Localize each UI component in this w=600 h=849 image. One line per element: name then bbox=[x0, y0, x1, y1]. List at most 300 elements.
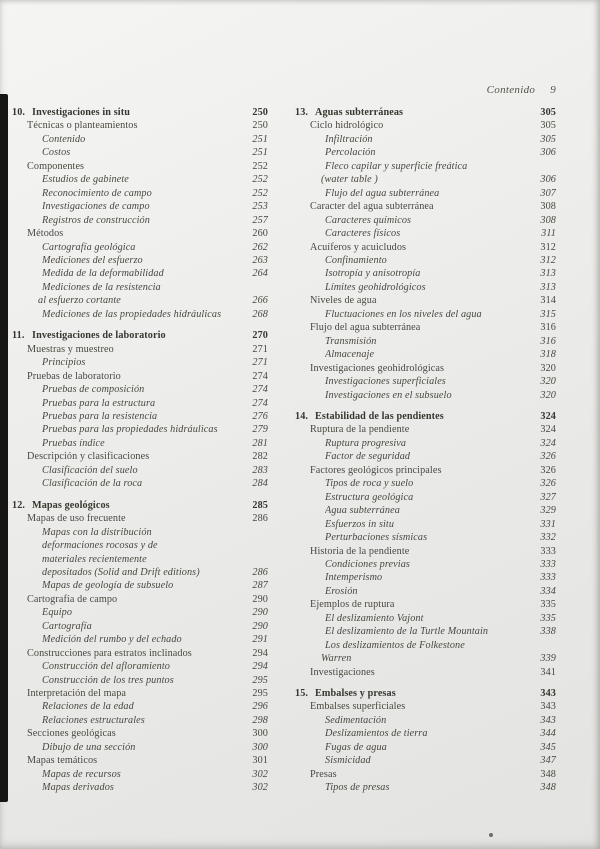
toc-page-number: 316 bbox=[540, 335, 556, 347]
toc-page-number: 286 bbox=[252, 566, 268, 578]
toc-entry-label: Mapas de recursos bbox=[42, 768, 121, 780]
toc-entry-label: Condiciones previas bbox=[325, 558, 410, 570]
toc-entry-row bbox=[12, 356, 268, 369]
toc-entry-label: Ruptura progresiva bbox=[325, 437, 407, 449]
toc-entry-label: Pruebas para la resistencia bbox=[42, 410, 158, 422]
toc-entry-label: Fleco capilar y superficie freática bbox=[325, 160, 468, 172]
toc-entry-label: al esfuerzo cortante bbox=[38, 295, 121, 307]
toc-entry-label: depositados (Solid and Drift editions) bbox=[42, 566, 200, 578]
toc-entry-label: Sedimentación bbox=[325, 714, 387, 726]
toc-entry-label: Factor de seguridad bbox=[325, 451, 411, 463]
toc-entry-row bbox=[12, 768, 268, 781]
toc-entry-row bbox=[12, 660, 268, 673]
toc-page-number: 329 bbox=[540, 505, 556, 517]
toc-entry-row bbox=[295, 612, 556, 625]
toc-page-number: 305 bbox=[540, 120, 556, 132]
toc-page-number: 312 bbox=[540, 254, 556, 266]
toc-entry-row bbox=[295, 133, 556, 146]
toc-page-number: 343 bbox=[540, 688, 556, 700]
toc-entry-row bbox=[295, 146, 556, 159]
toc-page-number: 279 bbox=[252, 424, 268, 436]
toc-page-number: 308 bbox=[540, 201, 556, 213]
toc-entry-row bbox=[295, 214, 556, 227]
toc-entry-label: Medida de la deformabilidad bbox=[42, 268, 164, 280]
toc-chapter-number: 10. bbox=[12, 107, 26, 118]
toc-page-number: 311 bbox=[541, 228, 556, 240]
toc-page-number: 274 bbox=[252, 370, 268, 382]
toc-entry-label: Dibujo de una sección bbox=[42, 741, 136, 753]
toc-entry-label: Costos bbox=[42, 147, 71, 159]
toc-page-number: 347 bbox=[540, 755, 556, 767]
toc-entry-row bbox=[12, 579, 268, 592]
running-title: Contenido bbox=[486, 84, 536, 96]
toc-entry-row bbox=[295, 187, 556, 200]
toc-page-number: 338 bbox=[540, 626, 556, 638]
toc-entry-row bbox=[12, 423, 268, 436]
toc-entry-label: Tipos de roca y suelo bbox=[325, 478, 414, 490]
toc-page-number: 290 bbox=[252, 607, 268, 619]
toc-entry-row bbox=[12, 437, 268, 450]
toc-entry-row bbox=[295, 781, 556, 794]
toc-chapter-title: Estabilidad de las pendientes bbox=[315, 410, 444, 422]
toc-entry-row bbox=[295, 700, 556, 713]
toc-chapter-number: 11. bbox=[12, 330, 25, 342]
toc-chapter-14 bbox=[295, 410, 556, 679]
toc-chapter-15 bbox=[295, 687, 556, 795]
toc-entry-row bbox=[295, 294, 556, 307]
toc-entry-row bbox=[12, 464, 268, 477]
toc-entry-label: Técnicas o planteamientos bbox=[27, 120, 138, 132]
toc-entry-label: Factores geológicos principales bbox=[310, 464, 442, 476]
toc-entry-row bbox=[12, 119, 268, 132]
toc-entry-label: Mapas derivados bbox=[42, 782, 114, 794]
toc-entry-label: Infiltración bbox=[325, 133, 373, 145]
toc-entry-row bbox=[12, 781, 268, 794]
toc-entry-label: Embalses superficiales bbox=[310, 701, 406, 713]
toc-entry-row bbox=[12, 727, 268, 740]
toc-page-number: 320 bbox=[540, 362, 556, 374]
toc-page-number: 312 bbox=[540, 241, 556, 253]
toc-page-number: 296 bbox=[252, 701, 268, 713]
toc-page-number: 316 bbox=[540, 322, 556, 334]
toc-column-right bbox=[295, 106, 556, 795]
toc-entry-label: Caracteres físicos bbox=[325, 228, 401, 240]
toc-entry-label: (water table ) bbox=[321, 174, 378, 186]
toc-page-number: 285 bbox=[252, 499, 268, 511]
toc-entry-row bbox=[295, 714, 556, 727]
toc-chapter-title: Mapas geológicos bbox=[32, 499, 110, 511]
toc-chapter-number: 15. bbox=[295, 688, 309, 700]
toc-entry-label: Los deslizamientos de Folkestone bbox=[325, 639, 465, 651]
toc-entry-row bbox=[12, 281, 268, 294]
toc-chapter-12 bbox=[12, 499, 268, 795]
toc-entry-label: Presas bbox=[310, 768, 337, 780]
toc-entry-row bbox=[12, 200, 268, 213]
toc-page-number: 320 bbox=[540, 376, 556, 388]
toc-entry-label: Ejemplos de ruptura bbox=[310, 599, 395, 611]
toc-entry-label: Mapas de geología de subsuelo bbox=[42, 580, 174, 592]
toc-entry-label: Cartografía de campo bbox=[27, 593, 118, 605]
toc-entry-label: Fugas de agua bbox=[325, 741, 387, 753]
toc-entry-label: Tipos de presas bbox=[325, 782, 390, 794]
toc-page-number: 308 bbox=[540, 214, 556, 226]
toc-page-number: 274 bbox=[252, 397, 268, 409]
toc-entry-row bbox=[12, 383, 268, 396]
toc-entry-row bbox=[12, 754, 268, 767]
toc-entry-label: Límites geohidrológicos bbox=[325, 281, 426, 293]
toc-page-number: 271 bbox=[252, 357, 268, 369]
toc-entry-label: Isotropía y anisotropía bbox=[325, 268, 421, 280]
toc-chapter-number: 12. bbox=[12, 499, 26, 511]
toc-entry-label: Pruebas para la estructura bbox=[42, 397, 156, 409]
toc-entry-label: Flujo del agua subterránea bbox=[325, 187, 440, 199]
toc-page-number: 324 bbox=[540, 424, 556, 436]
toc-entry-label: Erosión bbox=[325, 585, 358, 597]
toc-entry-label: Muestras y muestreo bbox=[27, 343, 114, 355]
toc-entry-row bbox=[295, 585, 556, 598]
toc-entry-row bbox=[295, 281, 556, 294]
toc-entry-row bbox=[12, 539, 268, 552]
toc-entry-row bbox=[295, 518, 556, 531]
toc-entry-label: Pruebas de laboratorio bbox=[27, 370, 121, 382]
toc-entry-row bbox=[12, 526, 268, 539]
toc-page-number: 324 bbox=[540, 410, 556, 422]
toc-entry-row bbox=[295, 119, 556, 132]
toc-entry-label: Ruptura de la pendiente bbox=[310, 424, 410, 436]
toc-page-number: 283 bbox=[252, 464, 268, 476]
toc-page-number: 271 bbox=[252, 343, 268, 355]
toc-entry-label: Medición del rumbo y del echado bbox=[42, 634, 182, 646]
toc-entry-label: Confinamiento bbox=[325, 254, 387, 266]
toc-entry-label: Esfuerzos in situ bbox=[325, 518, 395, 530]
scan-artifact-left-bar bbox=[0, 94, 8, 802]
toc-page-number: 263 bbox=[252, 254, 268, 266]
toc-page-number: 341 bbox=[540, 666, 556, 678]
toc-entry-label: Contenido bbox=[42, 133, 86, 145]
toc-page-number: 251 bbox=[252, 147, 268, 159]
toc-entry-label: Descripción y clasificaciones bbox=[27, 451, 150, 463]
toc-entry-row bbox=[12, 687, 268, 700]
toc-page-number: 250 bbox=[252, 107, 268, 118]
toc-entry-row bbox=[12, 633, 268, 646]
toc-chapter-number: 14. bbox=[295, 410, 309, 422]
toc-entry-label: Clasificación del suelo bbox=[42, 464, 138, 476]
toc-page-number: 345 bbox=[540, 741, 556, 753]
toc-entry-row bbox=[12, 450, 268, 463]
toc-page-number: 348 bbox=[540, 782, 556, 794]
toc-entry-label: Deslizamientos de tierra bbox=[325, 728, 428, 740]
toc-page-number: 252 bbox=[252, 174, 268, 186]
toc-entry-row bbox=[12, 294, 268, 307]
toc-page-number: 326 bbox=[540, 464, 556, 476]
toc-entry-label: Reconocimiento de campo bbox=[42, 187, 152, 199]
toc-page-number: 300 bbox=[252, 741, 268, 753]
toc-entry-label: Construcción del afloramiento bbox=[42, 661, 170, 673]
toc-entry-row bbox=[12, 308, 268, 321]
toc-page-number: 331 bbox=[540, 518, 556, 530]
toc-page-number: 307 bbox=[540, 187, 556, 199]
toc-entry-row bbox=[295, 768, 556, 781]
toc-entry-row bbox=[12, 133, 268, 146]
toc-page-number: 315 bbox=[540, 308, 556, 320]
toc-chapter-heading bbox=[12, 499, 268, 512]
toc-page-number: 339 bbox=[540, 653, 556, 665]
toc-entry-label: Caracteres químicos bbox=[325, 214, 412, 226]
toc-entry-row bbox=[295, 375, 556, 388]
toc-entry-label: Investigaciones de campo bbox=[42, 201, 150, 213]
toc-entry-row bbox=[295, 321, 556, 334]
toc-entry-row bbox=[295, 241, 556, 254]
toc-page-number: 287 bbox=[252, 580, 268, 592]
toc-entry-row bbox=[12, 741, 268, 754]
toc-entry-label: Registros de construcción bbox=[42, 214, 150, 226]
toc-entry-label: Mapas temáticos bbox=[27, 755, 98, 767]
toc-chapter-10 bbox=[12, 106, 268, 321]
toc-page-number: 313 bbox=[540, 268, 556, 280]
toc-page-number: 318 bbox=[540, 349, 556, 361]
toc-page-number: 286 bbox=[252, 513, 268, 525]
toc-entry-label: Intemperismo bbox=[325, 572, 383, 584]
toc-page-number: 332 bbox=[540, 532, 556, 544]
toc-entry-label: Pruebas de composición bbox=[42, 384, 145, 396]
toc-entry-label: Secciones geológicas bbox=[27, 728, 116, 740]
toc-entry-row bbox=[295, 437, 556, 450]
toc-entry-label: Mapas con la distribución bbox=[42, 526, 152, 538]
toc-entry-row bbox=[12, 674, 268, 687]
toc-entry-label: Mediciones de las propiedades hidráulicas bbox=[42, 308, 222, 320]
toc-page-number: 305 bbox=[540, 107, 556, 118]
toc-entry-row bbox=[12, 146, 268, 159]
toc-chapter-title: Aguas subterráneas bbox=[315, 107, 404, 118]
toc-page-number: 314 bbox=[540, 295, 556, 307]
toc-page-number: 252 bbox=[252, 160, 268, 172]
toc-entry-row bbox=[295, 598, 556, 611]
toc-entry-row bbox=[295, 450, 556, 463]
toc-entry-label: Métodos bbox=[27, 228, 64, 240]
toc-page-number: 302 bbox=[252, 782, 268, 794]
toc-entry-label: Clasificación de la roca bbox=[42, 478, 143, 490]
toc-page-number: 305 bbox=[540, 133, 556, 145]
toc-entry-row bbox=[12, 267, 268, 280]
toc-page-number: 252 bbox=[252, 187, 268, 199]
toc-page-number: 290 bbox=[252, 620, 268, 632]
toc-page-number: 274 bbox=[252, 384, 268, 396]
toc-entry-label: Mediciones de la resistencia bbox=[42, 281, 161, 293]
toc-entry-label: Construcción de los tres puntos bbox=[42, 674, 174, 686]
toc-page-number: 266 bbox=[252, 295, 268, 307]
toc-entry-row bbox=[295, 254, 556, 267]
toc-page-number: 348 bbox=[540, 768, 556, 780]
toc-page-number: 334 bbox=[540, 585, 556, 597]
toc-page-number: 326 bbox=[540, 478, 556, 490]
toc-page-number: 333 bbox=[540, 558, 556, 570]
toc-entry-row bbox=[12, 700, 268, 713]
toc-entry-label: Warren bbox=[321, 653, 352, 665]
toc-entry-row bbox=[12, 647, 268, 660]
toc-entry-row bbox=[12, 173, 268, 186]
toc-page-number: 294 bbox=[252, 661, 268, 673]
toc-entry-label: Principios bbox=[42, 357, 86, 369]
toc-page-number: 295 bbox=[252, 688, 268, 700]
toc-entry-row bbox=[295, 348, 556, 361]
toc-entry-row bbox=[295, 625, 556, 638]
toc-entry-row bbox=[12, 714, 268, 727]
toc-entry-label: Investigaciones geohidrológicas bbox=[310, 362, 445, 374]
toc-entry-row bbox=[12, 254, 268, 267]
toc-entry-row bbox=[295, 477, 556, 490]
toc-entry-label: Historia de la pendiente bbox=[310, 545, 410, 557]
toc-entry-row bbox=[295, 362, 556, 375]
toc-page-number: 250 bbox=[252, 120, 268, 132]
toc-page-number: 335 bbox=[540, 612, 556, 624]
toc-page-number: 253 bbox=[252, 201, 268, 213]
toc-entry-row bbox=[12, 397, 268, 410]
toc-entry-row bbox=[12, 593, 268, 606]
toc-entry-label: Equipo bbox=[42, 607, 73, 619]
toc-entry-row bbox=[295, 227, 556, 240]
toc-entry-label: Perturbaciones sísmicas bbox=[325, 532, 428, 544]
toc-entry-row bbox=[12, 160, 268, 173]
toc-page-number: 257 bbox=[252, 214, 268, 226]
toc-entry-label: Investigaciones en el subsuelo bbox=[325, 389, 452, 401]
toc-entry-label: Interpretación del mapa bbox=[27, 688, 127, 700]
toc-page-number: 313 bbox=[540, 281, 556, 293]
toc-entry-label: Relaciones de la edad bbox=[42, 701, 134, 713]
toc-entry-label: Sismicidad bbox=[325, 755, 371, 767]
toc-entry-label: Cartografía geológica bbox=[42, 241, 136, 253]
toc-page-number: 333 bbox=[540, 545, 556, 557]
toc-entry-label: Agua subterránea bbox=[325, 505, 400, 517]
toc-entry-row bbox=[12, 477, 268, 490]
toc-entry-label: Ciclo hidrológico bbox=[310, 120, 384, 132]
toc-page-number: 270 bbox=[252, 330, 268, 342]
toc-entry-row bbox=[295, 666, 556, 679]
toc-entry-row bbox=[295, 741, 556, 754]
toc-entry-label: Caracter del agua subterránea bbox=[310, 201, 434, 213]
toc-page-number: 327 bbox=[540, 491, 556, 503]
toc-chapter-heading bbox=[295, 106, 556, 119]
toc-entry-label: Cartografía bbox=[42, 620, 92, 632]
toc-entry-label: El deslizamiento Vajont bbox=[325, 612, 424, 624]
toc-entry-label: Pruebas para las propiedades hidráulicas bbox=[42, 424, 218, 436]
toc-page-number: 306 bbox=[540, 174, 556, 186]
toc-entry-row bbox=[295, 652, 556, 665]
toc-entry-label: deformaciones rocosas y de bbox=[42, 540, 158, 552]
toc-entry-label: Acuíferos y acuicludos bbox=[310, 241, 407, 253]
toc-entry-row bbox=[295, 491, 556, 504]
toc-entry-row bbox=[12, 553, 268, 566]
toc-chapter-heading bbox=[295, 687, 556, 700]
toc-entry-row bbox=[12, 512, 268, 525]
toc-page-number: 300 bbox=[252, 728, 268, 740]
toc-entry-label: Mapas de uso frecuente bbox=[27, 513, 126, 525]
toc-entry-row bbox=[295, 267, 556, 280]
toc-entry-row bbox=[295, 335, 556, 348]
toc-entry-row bbox=[295, 531, 556, 544]
toc-page-number: 306 bbox=[540, 147, 556, 159]
page-header bbox=[295, 84, 556, 96]
toc-entry-label: Relaciones estructurales bbox=[42, 714, 145, 726]
toc-entry-row bbox=[295, 389, 556, 402]
toc-chapter-number: 13. bbox=[295, 107, 309, 118]
toc-entry-row bbox=[12, 566, 268, 579]
toc-entry-row bbox=[12, 214, 268, 227]
toc-entry-label: Estudios de gabinete bbox=[42, 174, 129, 186]
toc-entry-label: El deslizamiento de la Turtle Mountain bbox=[325, 626, 489, 638]
toc-page-number: 343 bbox=[540, 714, 556, 726]
toc-entry-row bbox=[295, 160, 556, 173]
toc-chapter-title: Investigaciones de laboratorio bbox=[32, 330, 166, 342]
toc-entry-label: Investigaciones bbox=[310, 666, 375, 678]
toc-entry-row bbox=[12, 241, 268, 254]
page-number: 9 bbox=[550, 84, 556, 96]
toc-entry-label: Fluctuaciones en los niveles del agua bbox=[325, 308, 482, 320]
toc-entry-label: Transmisión bbox=[325, 335, 377, 347]
toc-chapter-heading bbox=[12, 106, 268, 119]
toc-page-number: 335 bbox=[540, 599, 556, 611]
toc-chapter-13 bbox=[295, 106, 556, 402]
toc-page-number: 295 bbox=[252, 674, 268, 686]
toc-chapter-title: Investigaciones in situ bbox=[32, 107, 130, 118]
toc-entry-label: Almacenaje bbox=[325, 349, 375, 361]
toc-page-number: 276 bbox=[252, 410, 268, 422]
toc-page-number: 326 bbox=[540, 451, 556, 463]
toc-entry-label: Pruebas índice bbox=[42, 437, 105, 449]
toc-page-number: 344 bbox=[540, 728, 556, 740]
toc-column-left bbox=[12, 106, 268, 795]
toc-entry-row bbox=[295, 754, 556, 767]
toc-entry-row bbox=[12, 343, 268, 356]
toc-entry-row bbox=[12, 370, 268, 383]
toc-page-number: 284 bbox=[252, 478, 268, 490]
toc-entry-row bbox=[295, 545, 556, 558]
toc-entry-row bbox=[12, 187, 268, 200]
toc-entry-label: Percolación bbox=[325, 147, 376, 159]
toc-chapter-title: Embalses y presas bbox=[315, 688, 396, 700]
toc-page-number: 333 bbox=[540, 572, 556, 584]
toc-page-number: 302 bbox=[252, 768, 268, 780]
scan-artifact-speck bbox=[489, 833, 493, 837]
toc-page-number: 260 bbox=[252, 228, 268, 240]
toc-entry-label: Mediciones del esfuerzo bbox=[42, 254, 143, 266]
toc-entry-row bbox=[12, 410, 268, 423]
toc-entry-row bbox=[12, 620, 268, 633]
toc-entry-row bbox=[295, 571, 556, 584]
toc-chapter-11 bbox=[12, 329, 268, 490]
toc-page-number: 301 bbox=[252, 755, 268, 767]
toc-entry-label: Niveles de agua bbox=[310, 295, 377, 307]
toc-page-number: 281 bbox=[252, 437, 268, 449]
toc-page-number: 251 bbox=[252, 133, 268, 145]
toc-page-number: 343 bbox=[540, 701, 556, 713]
toc-entry-label: materiales recientemente bbox=[42, 553, 147, 565]
toc-entry-row bbox=[12, 606, 268, 619]
toc-page-number: 282 bbox=[252, 451, 268, 463]
toc-entry-label: Estructura geológica bbox=[325, 491, 414, 503]
toc-chapter-heading bbox=[295, 410, 556, 423]
toc-chapter-heading bbox=[12, 329, 268, 342]
toc-entry-row bbox=[295, 639, 556, 652]
toc-entry-label: Construcciones para estratos inclinados bbox=[27, 647, 192, 659]
toc-entry-row bbox=[295, 727, 556, 740]
toc-entry-label: Investigaciones superficiales bbox=[325, 376, 446, 388]
toc-entry-row bbox=[295, 464, 556, 477]
toc-page-number: 324 bbox=[540, 437, 556, 449]
toc-entry-row bbox=[295, 200, 556, 213]
toc-entry-label: Componentes bbox=[27, 160, 85, 172]
toc-entry-row bbox=[12, 227, 268, 240]
toc-page-number: 294 bbox=[252, 647, 268, 659]
